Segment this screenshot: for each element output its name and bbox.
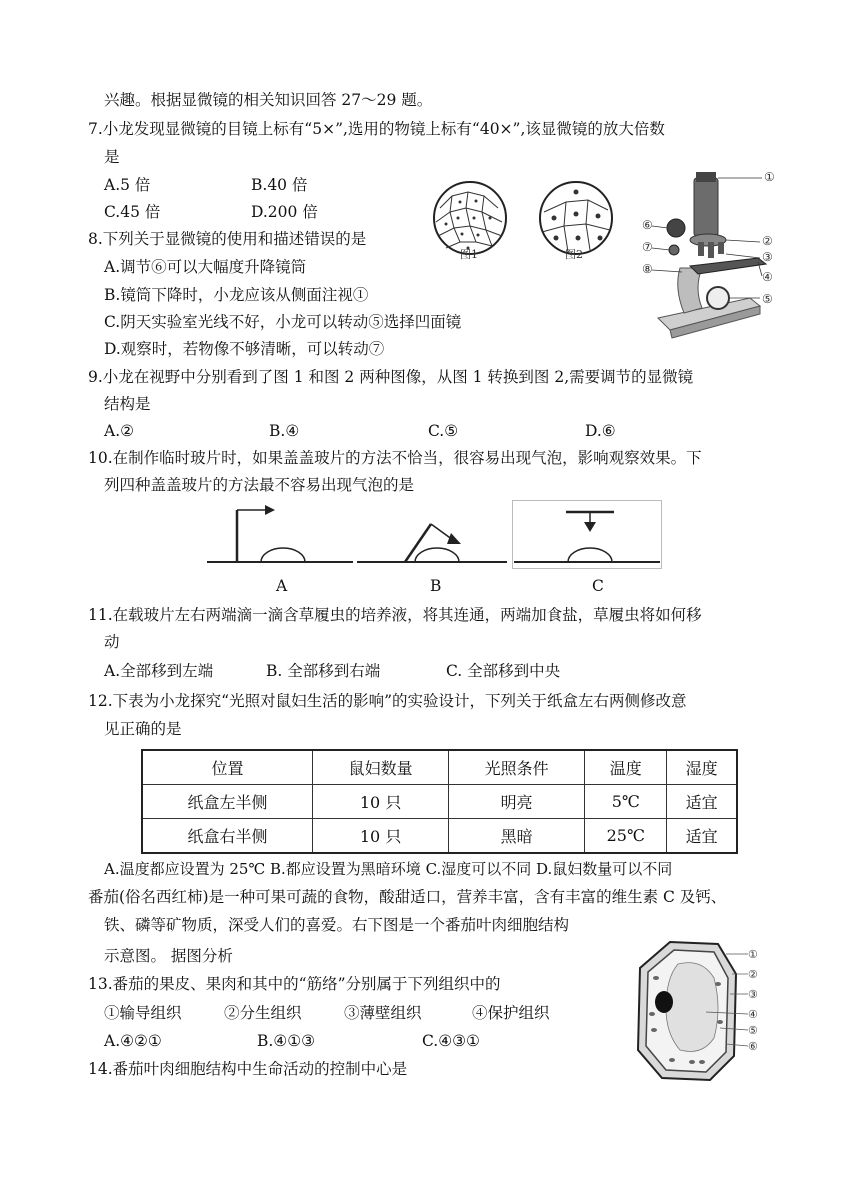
q12-stem-line1: 12.下表为小龙探究“光照对鼠妇生活的影响”的实验设计，下列关于纸盒左右两侧修改意 (88, 692, 687, 710)
q7-stem-line2: 是 (104, 148, 120, 166)
q12-stem-line2: 见正确的是 (104, 720, 182, 738)
table-cell: 10 只 (313, 785, 449, 819)
coverslip-method-a (205, 500, 355, 570)
cell-leader-lines (700, 950, 750, 1050)
coverslip-method-c (512, 500, 662, 570)
cell-label-1: ① (748, 948, 758, 961)
figure-2-label: 图2 (565, 248, 583, 261)
microscope-label-8: ⑧ (642, 262, 653, 276)
q9-stem-line2: 结构是 (104, 395, 151, 413)
q13-choice-1: ①输导组织 (104, 1004, 182, 1022)
microscope-label-3: ③ (762, 250, 773, 264)
q8-option-c: C.阴天实验室光线不好，小龙可以转动⑤选择凹面镜 (104, 313, 462, 331)
cell-label-3: ③ (748, 988, 758, 1001)
microscope-label-7: ⑦ (642, 240, 653, 254)
table-cell: 25℃ (585, 819, 667, 854)
q7-stem-line1: 7.小龙发现显微镜的目镜上标有“5×”,选用的物镜上标有“40×”,该显微镜的放大倍数 (88, 120, 665, 138)
q13-choice-2: ②分生组织 (224, 1004, 302, 1022)
q8-option-d: D.观察时，若物像不够清晰，可以转动⑦ (104, 340, 385, 358)
q8-option-b: B.镜筒下降时，小龙应该从侧面注视① (104, 286, 369, 304)
q9-option-c: C.⑤ (428, 422, 459, 440)
table-header-cell: 鼠妇数量 (313, 750, 449, 785)
q9-option-b: B.④ (269, 422, 300, 440)
tomato-intro-line1: 番茄(俗名西红柿)是一种可果可蔬的食物，酸甜适口，营养丰富，含有丰富的维生素 C 及钙、 (88, 888, 727, 906)
coverslip-label-c: C (592, 577, 604, 595)
microscope-label-4: ④ (762, 270, 773, 284)
table-cell: 纸盒左半侧 (142, 785, 313, 819)
microscope-label-6: ⑥ (642, 218, 653, 232)
intro-tail: 兴趣。根据显微镜的相关知识回答 27～29 题。 (104, 91, 433, 109)
experiment-table (141, 749, 738, 854)
microscope-label-1: ① (764, 170, 775, 184)
q13-stem: 13.番茄的果皮、果肉和其中的“筋络”分别属于下列组织中的 (88, 975, 501, 993)
q11-option-c: C. 全部移到中央 (446, 662, 561, 680)
coverslip-label-b: B (430, 577, 442, 595)
table-cell: 明亮 (449, 785, 585, 819)
q13-choice-3: ③薄壁组织 (344, 1004, 422, 1022)
table-cell: 适宜 (667, 819, 737, 854)
table-header-cell: 温度 (585, 750, 667, 785)
q12-options: A.温度都应设置为 25℃ B.都应设置为黑暗环境 C.湿度可以不同 D.鼠妇数量可以不同 (104, 860, 673, 878)
q7-option-b: B.40 倍 (251, 176, 308, 194)
q11-stem-line1: 11.在载玻片左右两端滴一滴含草履虫的培养液，将其连通，两端加食盐，草履虫将如何移 (88, 606, 702, 624)
q13-option-c: C.④③① (422, 1032, 480, 1050)
cell-label-4: ④ (748, 1008, 758, 1021)
table-cell: 10 只 (313, 819, 449, 854)
table-header-row (142, 750, 737, 785)
coverslip-method-b (355, 500, 510, 570)
coverslip-label-a: A (276, 577, 288, 595)
microscope-label-5: ⑤ (762, 292, 773, 306)
cell-label-5: ⑤ (748, 1024, 758, 1037)
q9-stem-line1: 9.小龙在视野中分别看到了图 1 和图 2 两种图像，从图 1 转换到图 2,需要调节的显微镜 (88, 368, 694, 386)
q10-stem-line1: 10.在制作临时玻片时，如果盖盖玻片的方法不恰当，很容易出现气泡，影响观察效果。下 (88, 449, 702, 467)
q13-option-b: B.④①③ (257, 1032, 316, 1050)
table-cell: 5℃ (585, 785, 667, 819)
q10-stem-line2: 列四种盖盖玻片的方法最不容易出现气泡的是 (104, 476, 415, 494)
table-header-cell: 位置 (142, 750, 313, 785)
microscope-figure (640, 168, 780, 340)
tomato-intro-line2: 铁、磷等矿物质，深受人们的喜爱。右下图是一个番茄叶肉细胞结构 (104, 916, 570, 934)
cell-label-2: ② (748, 968, 758, 981)
table-row (142, 819, 737, 854)
q8-option-a: A.调节⑥可以大幅度升降镜筒 (104, 258, 307, 276)
table-cell: 黑暗 (449, 819, 585, 854)
q11-option-a: A.全部移到左端 (104, 662, 214, 680)
table-header-cell: 湿度 (667, 750, 737, 785)
q14-stem: 14.番茄叶肉细胞结构中生命活动的控制中心是 (88, 1060, 408, 1078)
q13-option-a: A.④②① (104, 1032, 162, 1050)
microscope-label-2: ② (762, 234, 773, 248)
q7-option-a: A.5 倍 (104, 176, 151, 194)
q9-option-d: D.⑥ (585, 422, 616, 440)
q13-choice-4: ④保护组织 (472, 1004, 550, 1022)
table-row (142, 785, 737, 819)
tomato-intro-line3: 示意图。 据图分析 (104, 947, 233, 965)
q11-option-b: B. 全部移到右端 (266, 662, 381, 680)
table-cell: 适宜 (667, 785, 737, 819)
cell-label-6: ⑥ (748, 1040, 758, 1053)
q8-stem: 8.下列关于显微镜的使用和描述错误的是 (88, 230, 367, 248)
table-header-cell: 光照条件 (449, 750, 585, 785)
table-cell: 纸盒右半侧 (142, 819, 313, 854)
q9-option-a: A.② (104, 422, 135, 440)
figure-1-label: 图1 (460, 248, 478, 261)
q7-option-c: C.45 倍 (104, 203, 161, 221)
q7-option-d: D.200 倍 (251, 203, 318, 221)
q11-stem-line2: 动 (104, 633, 120, 651)
